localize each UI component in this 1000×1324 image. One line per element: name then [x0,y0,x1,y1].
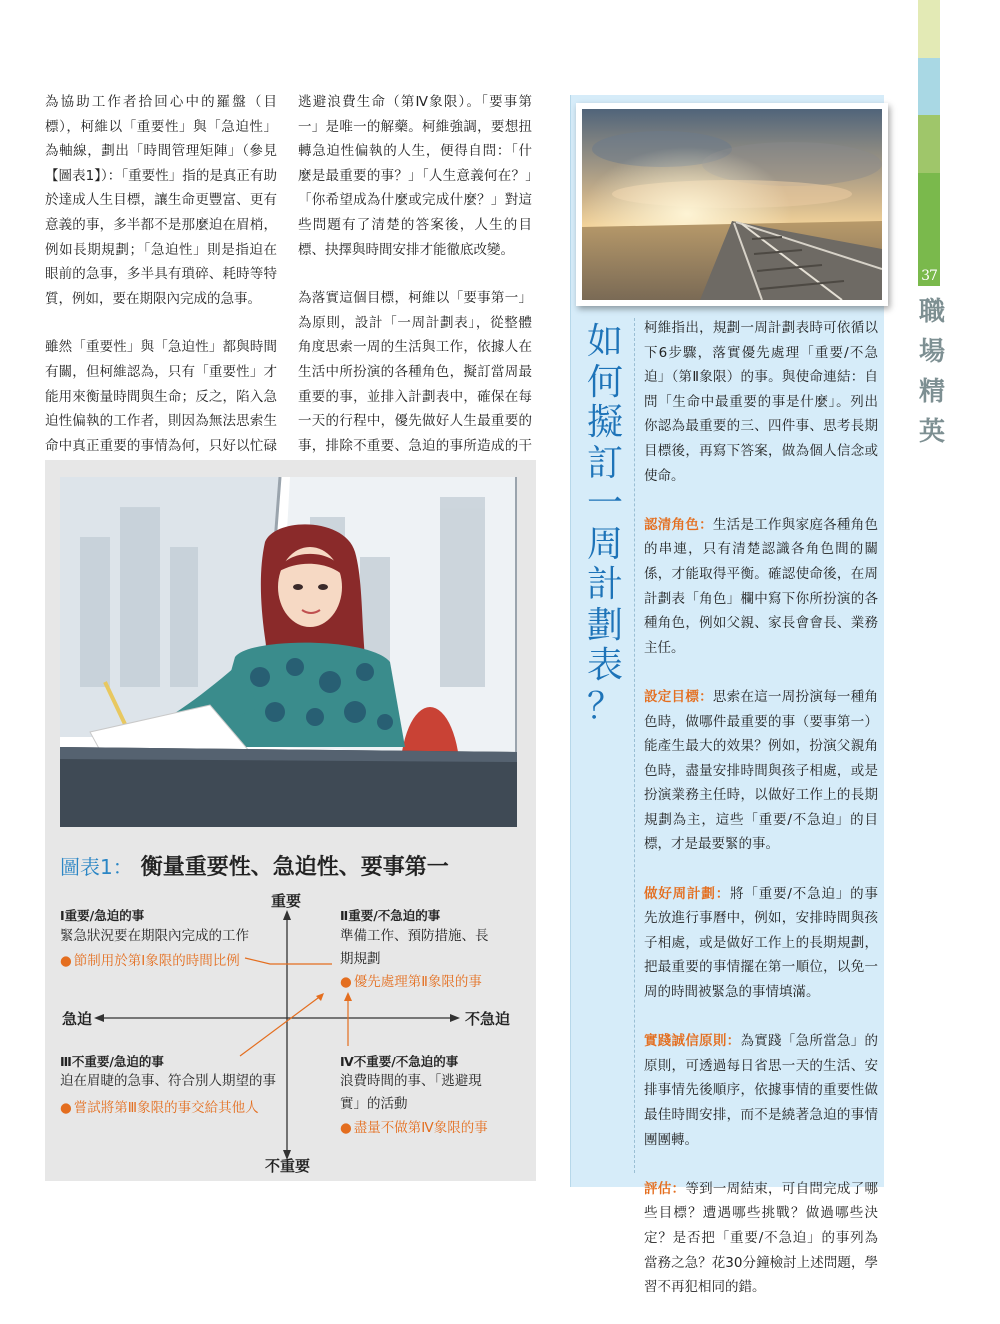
page-number: 37 [921,268,937,284]
edge-strip-3 [918,115,940,173]
callout-q1-line [245,958,332,964]
arrow-icon [316,993,324,1001]
callout-q3-line [240,995,322,1056]
sidebar-step [644,882,878,1005]
quadrant-4-tip: ● 盡量不做第Ⅳ象限的事 [340,1120,488,1136]
left-column [45,90,277,507]
quadrant-3-text: 迫在眉睫的急事、符合別人期望的事 [60,1073,276,1089]
sidebar-intro: 柯維指出，規劃一周計劃表時可依循以下6步驟，落實優先處理「重要/不急迫」（第Ⅱ象限）的事。與使命連結：自問「生命中最重要的事是什麼」。列出你認為最重要的三、四件事、思考長期目標後，再寫下答案，做為個人信念或使命。 [644,320,878,484]
chart-title: 衡量重要性、急迫性、要事第一 [140,855,449,880]
section-title: 職 場 精 英 [918,297,945,447]
step-text: 將「重要/不急迫」的事先放進行事曆中，例如，安排時間與孩子相處，或是做好工作上的長期規劃，把最重要的事情擺在第一順位，以免一周的時間被緊急的事情填滿。 [644,885,878,1001]
step-text: 思索在這一周扮演每一種角色時，做哪件最重要的事（要事第一）能產生最大的效果？例如，扮演父親角色時，盡量安排時間與孩子相處，或是扮演業務主任時，以做好工作上的長期規劃為主，這些「重要/不急迫」的目標，才是最要緊的事。 [644,688,878,853]
step-text: 為實踐「急所當急」的原則，可透過每日省思一天的生活、安排事情先後順序，依據事情的重要性做最佳時間安排，而不是繞著急迫的事情團團轉。 [644,1033,878,1148]
quadrant-4-heading: Ⅳ不重要/不急迫的事 [340,1054,459,1069]
axis-label-not-important: 不重要 [265,1157,311,1175]
body-paragraph: 逃避浪費生命（第Ⅳ象限）。「要事第一」是唯一的解藥。柯維強調，要想扭轉急迫性偏執的人生，便得自問：「什麼是最重要的事？」「人生意義何在？」「你希望成為什麼或完成什麼？」對這些問題有了清楚的答案後，人生的目標、抉擇與時間安排才能徹底改變。 [298,94,532,258]
middle-column [298,90,532,507]
quadrant-3-tip: ● 嘗試將第Ⅲ象限的事交給其他人 [60,1100,259,1116]
quadrant-2-text: 準備工作、預防措施、長期規劃 [340,928,489,967]
sidebar-step [644,685,878,857]
step-text: 等到一周結束，可自問完成了哪些目標？遭遇哪些挑戰？做過哪些決定？是否把「重要/不急迫」的事列為當務之急？花30分鐘檢討上述問題，學習不再犯相同的錯。 [644,1180,878,1296]
step-lead: 評估： [644,1180,686,1197]
step-text: 生活是工作與家庭各種角色的串連，只有清楚認識各角色間的關係，才能取得平衡。確認使命後，在周計劃表「角色」欄中寫下你所扮演的各種角色，例如父親、家長會會長、業務主任。 [644,516,878,656]
body-paragraph: 為協助工作者拾回心中的羅盤（目標），柯維以「重要性」與「急迫性」為軸線，劃出「時間管理矩陣」（參見【圖表1】）：「重要性」指的是真正有助於達成人生目標，讓生命更豐富、更有意義的事，多半都不是那麼迫在眉梢，例如長期規劃；「急迫性」則是指迫在眼前的急事，多半具有瑣碎、耗時等特質，例如，要在期限內完成的急事。 [45,94,277,307]
edge-strip-1 [918,0,940,58]
quadrant-2-heading: Ⅱ重要/不急迫的事 [340,908,441,923]
arrow-right-icon [450,1014,460,1022]
arrow-up-icon [283,910,291,920]
sidebar-divider [634,318,635,1173]
arrow-icon [344,992,352,1001]
chart-tag: 圖表1： [60,855,133,879]
body-paragraph: 雖然「重要性」與「急迫性」都與時間有關，但柯維認為，只有「重要性」才能用來衡量時間與生命；反之，陷入急迫性偏執的工作者，則因為無法思索生命中真正重要的事情為何，只好以忙碌 [45,339,277,454]
step-lead: 設定目標： [644,688,713,705]
quadrant-4-text: 浪費時間的事、「逃避現實」的活動 [340,1073,482,1112]
quadrant-1-tip: ● 節制用於第Ⅰ象限的時間比例 [60,953,240,969]
railway-photo [576,103,888,306]
axis-label-important: 重要 [271,892,302,910]
axis-label-urgent: 急迫 [62,1010,93,1028]
body-paragraph: 為落實這個目標，柯維以「要事第一」為原則，設計「一周計劃表」，從整體角度思索一周的生活與工作，依據人在生活中所扮演的各種角色，擬訂當周最重要的事，並排入計劃表中，確保在每一天的行程中，優先做好人生最重要的事，排除不重要、急迫的事所造成的干 [298,290,532,454]
quadrant-3-heading: Ⅲ不重要/急迫的事 [60,1054,164,1069]
quadrant-1-heading: Ⅰ重要/急迫的事 [60,908,145,923]
woman-writing-illustration [60,477,517,827]
sidebar-step [644,1177,878,1300]
edge-strip-2 [918,58,940,115]
sidebar-heading: 如 何 擬 訂 一 周 計 劃 表 ？ [586,321,623,727]
quadrant-1-text: 緊急狀況要在期限內完成的工作 [60,928,249,944]
step-lead: 認清角色： [644,516,713,533]
axis-label-not-urgent: 不急迫 [465,1010,511,1028]
sidebar-step [644,513,878,661]
arrow-left-icon [94,1014,104,1022]
quadrant-2-tip: ● 優先處理第Ⅱ象限的事 [340,974,482,990]
step-lead: 做好周計劃： [644,885,731,902]
railway-sunset-image [582,109,882,300]
sidebar-step [644,1029,878,1152]
sidebar-body [644,316,878,1324]
step-lead: 實踐誠信原則： [644,1033,741,1050]
